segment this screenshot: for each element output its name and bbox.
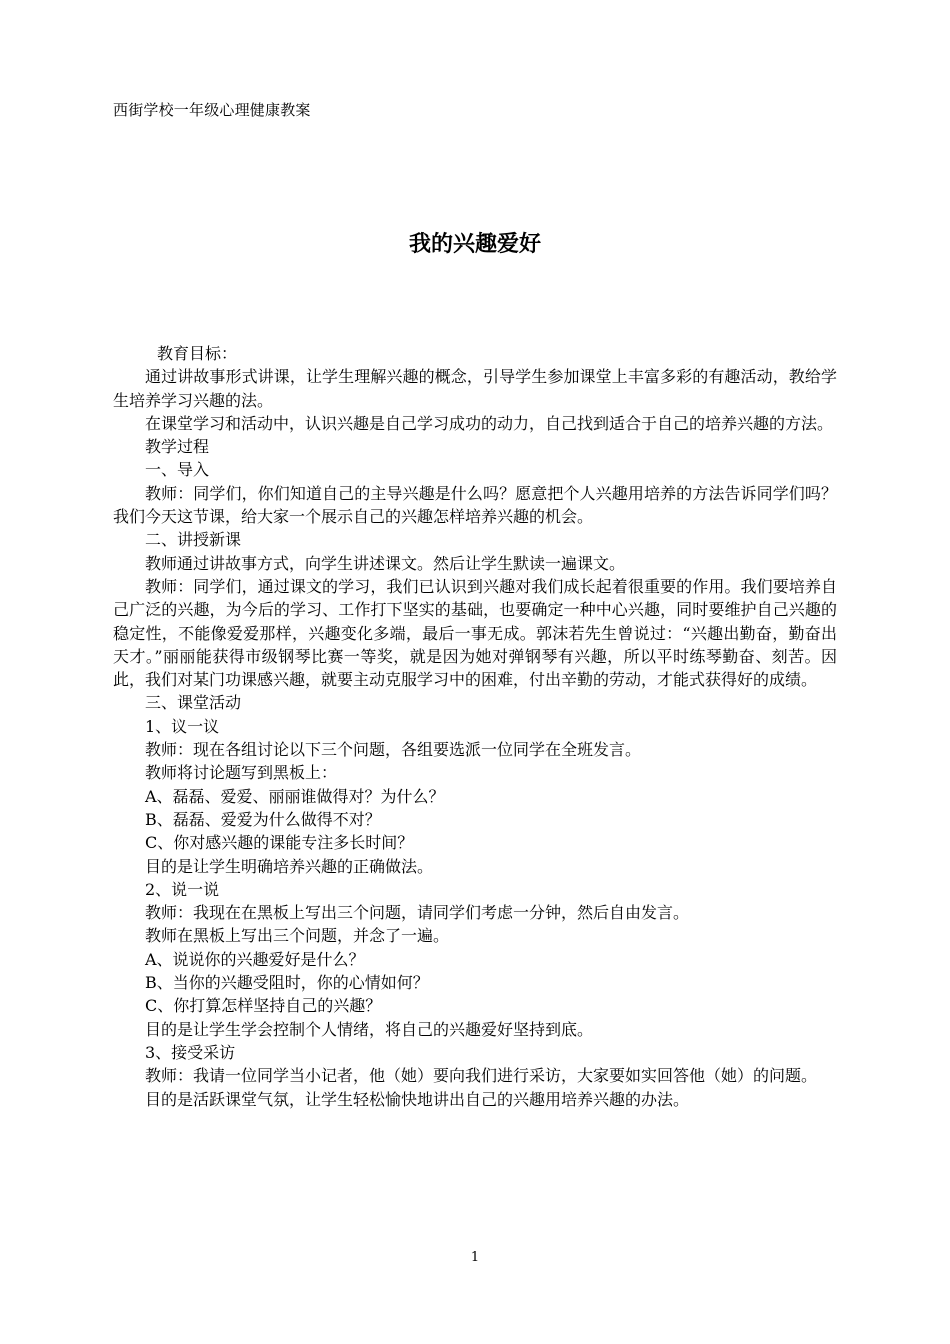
paragraph: 教师：同学们，通过课文的学习，我们已认识到兴趣对我们成长起着很重要的作用。我们要培养自己广泛的兴趣，为今后的学习、工作打下坚实的基础，也要确定一种中心兴趣，同时要维护自己兴趣的稳定性，不能像爱爱那样，兴趣变化多端，最后一事无成。郭沫若先生曾说过：“兴趣出勤奋，勤奋出天才。”丽丽能获得市级钢琴比赛一等奖，就是因为她对弹钢琴有兴趣，所以平时练琴勤奋、刻苦。因此，我们对某门功课感兴趣，就要主动克服学习中的困难，付出辛勤的劳动，才能式获得好的成绩。 xyxy=(113,576,837,690)
paragraph: 教师在黑板上写出三个问题，并念了一遍。 xyxy=(145,926,450,946)
paragraph: 在课堂学习和活动中，认识兴趣是自己学习成功的动力，自己找到适合于自己的培养兴趣的方法。 xyxy=(145,413,834,433)
section-heading: 三、课堂活动 xyxy=(145,693,242,713)
paragraph: 教师：我现在在黑板上写出三个问题，请同学们考虑一分钟，然后自由发言。 xyxy=(145,903,690,923)
paragraph: 目的是活跃课堂气氛，让学生轻松愉快地讲出自己的兴趣用培养兴趣的办法。 xyxy=(145,1089,690,1109)
paragraph: 目的是让学生学会控制个人情绪，将自己的兴趣爱好坚持到底。 xyxy=(145,1019,594,1039)
paragraph: 教师将讨论题写到黑板上： xyxy=(145,763,338,783)
document-header: 西街学校一年级心理健康教案 xyxy=(113,101,311,119)
section-heading: 一、导入 xyxy=(145,460,210,480)
list-item: B、磊磊、爱爱为什么做得不对？ xyxy=(145,809,381,829)
section-heading: 教学过程 xyxy=(145,437,210,457)
list-item: B、当你的兴趣受阻时，你的心情如何？ xyxy=(145,973,429,993)
paragraph-objectives-heading: 教育目标： xyxy=(157,344,238,363)
document-title: 我的兴趣爱好 xyxy=(408,232,541,257)
paragraph: 教师：同学们，你们知道自己的主导兴趣是什么吗？愿意把个人兴趣用培养的方法告诉同学们吗？我们今天这节课，给大家一个展示自己的兴趣怎样培养兴趣的机会。 xyxy=(113,483,837,527)
paragraph: 教师：我请一位同学当小记者，他（她）要向我们进行采访，大家要如实回答他（她）的问题。 xyxy=(145,1066,818,1086)
paragraph: 教师通过讲故事方式，向学生讲述课文。然后让学生默读一遍课文。 xyxy=(145,553,626,573)
document-body xyxy=(113,342,837,1111)
list-item: C、你对感兴趣的课能专注多长时间？ xyxy=(145,833,414,853)
list-item: C、你打算怎样坚持自己的兴趣？ xyxy=(145,996,382,1016)
subsection-heading: 2、说一说 xyxy=(145,879,220,899)
list-item: A、磊磊、爱爱、丽丽谁做得对？为什么？ xyxy=(145,786,445,806)
paragraph: 教师：现在各组讨论以下三个问题，各组要选派一位同学在全班发言。 xyxy=(145,740,642,760)
page-number: 1 xyxy=(470,1250,480,1265)
subsection-heading: 3、接受采访 xyxy=(145,1042,236,1062)
subsection-heading: 1、议一议 xyxy=(145,716,220,736)
section-heading: 二、讲授新课 xyxy=(145,530,242,550)
list-item: A、说说你的兴趣爱好是什么？ xyxy=(145,949,365,969)
paragraph: 目的是让学生明确培养兴趣的正确做法。 xyxy=(145,856,434,876)
paragraph: 通过讲故事形式讲课，让学生理解兴趣的概念，引导学生参加课堂上丰富多彩的有趣活动，教给学生培养学习兴趣的法。 xyxy=(113,367,837,410)
